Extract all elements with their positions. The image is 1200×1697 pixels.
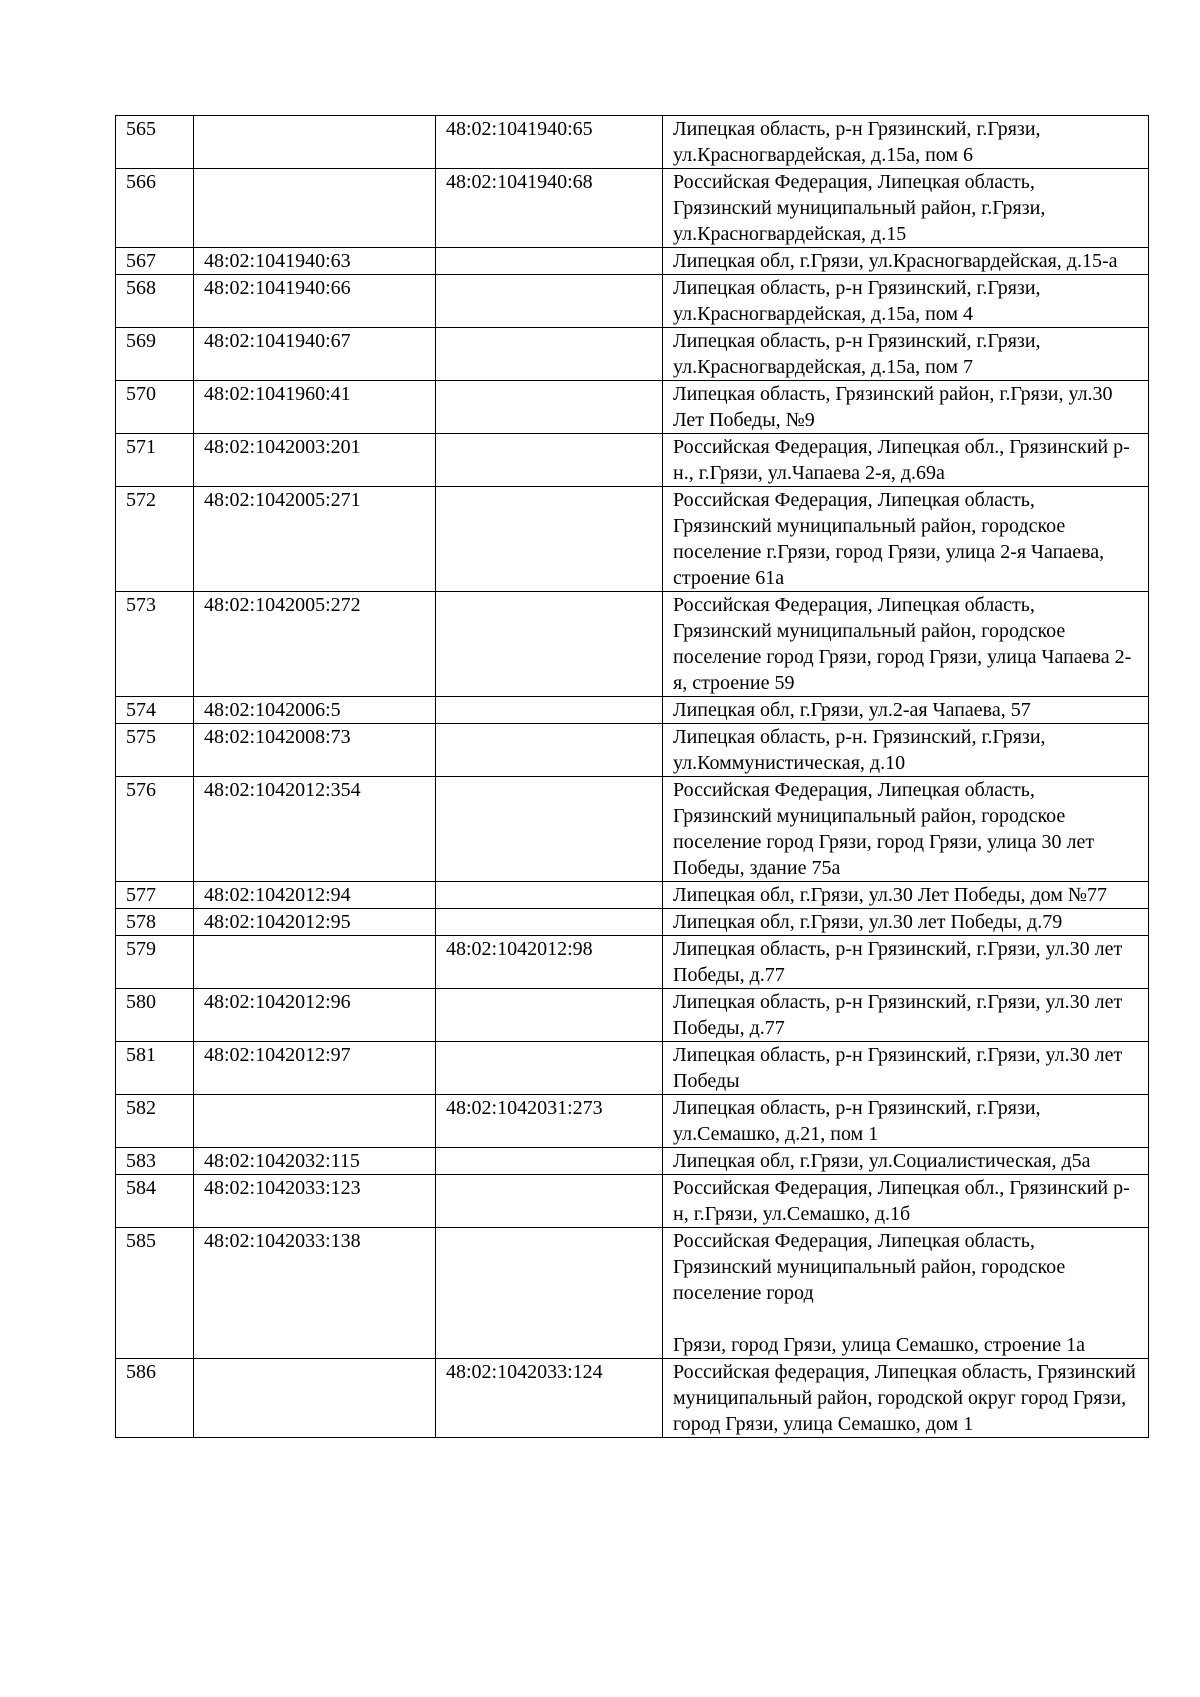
row-number-cell: 570 <box>116 381 194 434</box>
address-cell: Российская Федерация, Липецкая область, Грязинский муниципальный район, г.Грязи, ул.Красногвардейская, д.15 <box>663 169 1149 248</box>
row-number-cell: 566 <box>116 169 194 248</box>
land-cadastral-number-cell <box>194 936 436 989</box>
address-cell: Липецкая область, р-н Грязинский, г.Грязи, ул.Красногвардейская, д.15а, пом 6 <box>663 116 1149 169</box>
row-number-cell: 580 <box>116 989 194 1042</box>
address-cell: Российская федерация, Липецкая область, Грязинский муниципальный район, городской округ город Грязи, город Грязи, улица Семашко, дом 1 <box>663 1359 1149 1438</box>
row-number-cell: 576 <box>116 777 194 882</box>
land-cadastral-number-cell: 48:02:1042012:94 <box>194 882 436 909</box>
property-registry-table <box>115 115 1149 1438</box>
building-cadastral-number-cell: 48:02:1041940:68 <box>436 169 663 248</box>
building-cadastral-number-cell <box>436 1148 663 1175</box>
building-cadastral-number-cell <box>436 248 663 275</box>
table-body <box>116 116 1149 1438</box>
table-row <box>116 724 1149 777</box>
table-row <box>116 909 1149 936</box>
row-number-cell: 575 <box>116 724 194 777</box>
building-cadastral-number-cell <box>436 592 663 697</box>
table-row <box>116 592 1149 697</box>
land-cadastral-number-cell: 48:02:1041940:63 <box>194 248 436 275</box>
land-cadastral-number-cell: 48:02:1042005:271 <box>194 487 436 592</box>
land-cadastral-number-cell: 48:02:1042008:73 <box>194 724 436 777</box>
building-cadastral-number-cell <box>436 381 663 434</box>
building-cadastral-number-cell: 48:02:1042031:273 <box>436 1095 663 1148</box>
address-cell: Липецкая область, р-н Грязинский, г.Грязи, ул.Семашко, д.21, пом 1 <box>663 1095 1149 1148</box>
row-number-cell: 583 <box>116 1148 194 1175</box>
row-number-cell: 565 <box>116 116 194 169</box>
land-cadastral-number-cell <box>194 169 436 248</box>
row-number-cell: 585 <box>116 1228 194 1359</box>
row-number-cell: 567 <box>116 248 194 275</box>
row-number-cell: 571 <box>116 434 194 487</box>
row-number-cell: 586 <box>116 1359 194 1438</box>
land-cadastral-number-cell: 48:02:1042012:97 <box>194 1042 436 1095</box>
row-number-cell: 573 <box>116 592 194 697</box>
table-row <box>116 487 1149 592</box>
table-row <box>116 169 1149 248</box>
land-cadastral-number-cell: 48:02:1041960:41 <box>194 381 436 434</box>
land-cadastral-number-cell: 48:02:1042032:115 <box>194 1148 436 1175</box>
table-row <box>116 328 1149 381</box>
building-cadastral-number-cell <box>436 909 663 936</box>
table-row <box>116 434 1149 487</box>
address-cell: Липецкая область, р-н Грязинский, г.Грязи, ул.30 лет Победы, д.77 <box>663 989 1149 1042</box>
land-cadastral-number-cell: 48:02:1042012:95 <box>194 909 436 936</box>
table-row <box>116 989 1149 1042</box>
land-cadastral-number-cell: 48:02:1041940:67 <box>194 328 436 381</box>
address-cell: Российская Федерация, Липецкая обл., Грязинский р-н, г.Грязи, ул.Семашко, д.1б <box>663 1175 1149 1228</box>
row-number-cell: 581 <box>116 1042 194 1095</box>
address-cell: Российская Федерация, Липецкая область, Грязинский муниципальный район, городское поселение город Грязи, город Грязи, улица 30 лет Победы, здание 75а <box>663 777 1149 882</box>
building-cadastral-number-cell <box>436 434 663 487</box>
building-cadastral-number-cell <box>436 724 663 777</box>
address-cell: Липецкая обл, г.Грязи, ул.2-ая Чапаева, 57 <box>663 697 1149 724</box>
land-cadastral-number-cell <box>194 1095 436 1148</box>
row-number-cell: 577 <box>116 882 194 909</box>
table-row <box>116 882 1149 909</box>
building-cadastral-number-cell: 48:02:1042012:98 <box>436 936 663 989</box>
row-number-cell: 572 <box>116 487 194 592</box>
table-row <box>116 1175 1149 1228</box>
building-cadastral-number-cell <box>436 328 663 381</box>
building-cadastral-number-cell <box>436 989 663 1042</box>
table-row <box>116 1359 1149 1438</box>
land-cadastral-number-cell: 48:02:1042012:96 <box>194 989 436 1042</box>
address-cell: Липецкая область, р-н Грязинский, г.Грязи, ул.30 лет Победы <box>663 1042 1149 1095</box>
table-row <box>116 1042 1149 1095</box>
table-row <box>116 1228 1149 1359</box>
address-cell: Липецкая обл, г.Грязи, ул.Социалистическая, д5а <box>663 1148 1149 1175</box>
address-cell: Российская Федерация, Липецкая обл., Грязинский р-н., г.Грязи, ул.Чапаева 2-я, д.69а <box>663 434 1149 487</box>
address-cell: Российская Федерация, Липецкая область, Грязинский муниципальный район, городское поселение город Грязи, город Грязи, улица Семашко, строение 1а <box>663 1228 1149 1359</box>
building-cadastral-number-cell <box>436 275 663 328</box>
building-cadastral-number-cell <box>436 487 663 592</box>
address-cell: Липецкая область, р-н Грязинский, г.Грязи, ул.Красногвардейская, д.15а, пом 4 <box>663 275 1149 328</box>
land-cadastral-number-cell <box>194 1359 436 1438</box>
row-number-cell: 568 <box>116 275 194 328</box>
land-cadastral-number-cell: 48:02:1042005:272 <box>194 592 436 697</box>
row-number-cell: 569 <box>116 328 194 381</box>
land-cadastral-number-cell: 48:02:1041940:66 <box>194 275 436 328</box>
address-cell: Российская Федерация, Липецкая область, Грязинский муниципальный район, городское поселение город Грязи, город Грязи, улица Чапаева 2-я, строение 59 <box>663 592 1149 697</box>
address-cell: Липецкая область, р-н Грязинский, г.Грязи, ул.Красногвардейская, д.15а, пом 7 <box>663 328 1149 381</box>
land-cadastral-number-cell: 48:02:1042033:123 <box>194 1175 436 1228</box>
row-number-cell: 584 <box>116 1175 194 1228</box>
land-cadastral-number-cell: 48:02:1042006:5 <box>194 697 436 724</box>
land-cadastral-number-cell <box>194 116 436 169</box>
address-cell: Липецкая область, р-н. Грязинский, г.Грязи, ул.Коммунистическая, д.10 <box>663 724 1149 777</box>
building-cadastral-number-cell: 48:02:1041940:65 <box>436 116 663 169</box>
address-cell: Липецкая обл, г.Грязи, ул.Красногвардейская, д.15-а <box>663 248 1149 275</box>
table-row <box>116 248 1149 275</box>
building-cadastral-number-cell <box>436 1175 663 1228</box>
building-cadastral-number-cell <box>436 1042 663 1095</box>
address-cell: Липецкая обл, г.Грязи, ул.30 лет Победы, д.79 <box>663 909 1149 936</box>
table-row <box>116 697 1149 724</box>
address-cell: Липецкая область, р-н Грязинский, г.Грязи, ул.30 лет Победы, д.77 <box>663 936 1149 989</box>
table-row <box>116 275 1149 328</box>
row-number-cell: 579 <box>116 936 194 989</box>
land-cadastral-number-cell: 48:02:1042003:201 <box>194 434 436 487</box>
building-cadastral-number-cell <box>436 1228 663 1359</box>
row-number-cell: 582 <box>116 1095 194 1148</box>
building-cadastral-number-cell <box>436 697 663 724</box>
table-row <box>116 116 1149 169</box>
table-row <box>116 777 1149 882</box>
address-cell: Липецкая область, Грязинский район, г.Грязи, ул.30 Лет Победы, №9 <box>663 381 1149 434</box>
land-cadastral-number-cell: 48:02:1042012:354 <box>194 777 436 882</box>
table-row <box>116 936 1149 989</box>
row-number-cell: 578 <box>116 909 194 936</box>
building-cadastral-number-cell: 48:02:1042033:124 <box>436 1359 663 1438</box>
table-row <box>116 1095 1149 1148</box>
land-cadastral-number-cell: 48:02:1042033:138 <box>194 1228 436 1359</box>
building-cadastral-number-cell <box>436 882 663 909</box>
table-row <box>116 1148 1149 1175</box>
address-cell: Российская Федерация, Липецкая область, Грязинский муниципальный район, городское поселение г.Грязи, город Грязи, улица 2-я Чапаева, строение 61а <box>663 487 1149 592</box>
row-number-cell: 574 <box>116 697 194 724</box>
building-cadastral-number-cell <box>436 777 663 882</box>
table-row <box>116 381 1149 434</box>
address-cell: Липецкая обл, г.Грязи, ул.30 Лет Победы, дом №77 <box>663 882 1149 909</box>
